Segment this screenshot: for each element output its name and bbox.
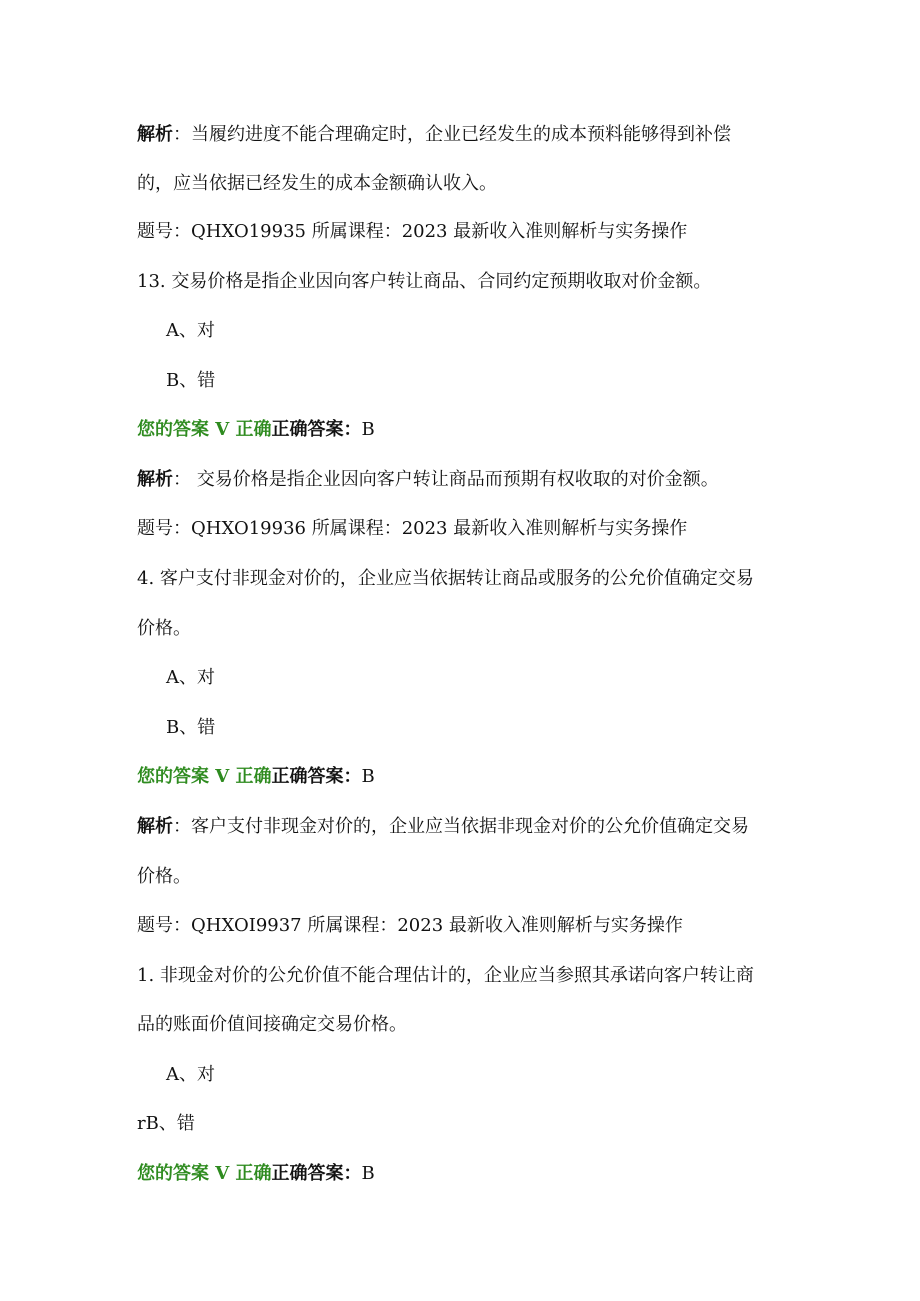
option-b[interactable]: rB、错 [137,1113,195,1134]
analysis-label: 解析 [137,816,173,837]
option-a[interactable]: A、对 [166,320,215,341]
analysis-text: 当履约进度不能合理确定时，企业已经发生的成本预料能够得到补偿 [191,124,731,145]
analysis-label: 解析 [137,469,173,490]
analysis-line-continued: 价格。 [137,866,191,887]
analysis-text: 交易价格是指企业因向客户转让商品而预期有权收取的对价金额。 [196,469,719,490]
option-b[interactable]: B、错 [166,717,216,738]
option-a[interactable]: A、对 [166,667,215,688]
analysis-sep: ： [173,816,191,837]
question-text: 13. 交易价格是指企业因向客户转让商品、合同约定预期收取对价金额。 [137,271,712,292]
correct-answer-label: 正确答案： [271,766,362,787]
analysis-text: 客户支付非现金对价的，企业应当依据非现金对价的公允价值确定交易 [191,816,749,837]
answer-line [137,418,375,442]
your-answer: 您的答案 V 正确 [137,419,272,440]
question-text-continued: 品的账面价值间接确定交易价格。 [137,1014,407,1035]
analysis-line-continued: 的，应当依据已经发生的成本金额确认收入。 [137,173,497,194]
answer-line [137,765,375,789]
your-answer: 您的答案 V 正确 [137,1163,272,1184]
answer-line [137,1162,375,1186]
question-id-line: 题号：QHXO19936 所属课程：2023 最新收入准则解析与实务操作 [137,518,688,539]
correct-answer-value: B [361,766,375,787]
your-answer: 您的答案 V 正确 [137,766,272,787]
correct-answer-label: 正确答案： [271,1163,362,1184]
correct-answer-value: B [361,419,375,440]
correct-answer-label: 正确答案： [271,419,362,440]
analysis-sep: ： [173,469,191,490]
question-text: 1. 非现金对价的公允价值不能合理估计的，企业应当参照其承诺向客户转让商 [137,965,754,986]
question-id-line: 题号：QHXOI9937 所属课程：2023 最新收入准则解析与实务操作 [137,915,683,936]
correct-answer-value: B [361,1163,375,1184]
analysis-line [137,123,731,147]
option-b[interactable]: B、错 [166,370,216,391]
question-text-continued: 价格。 [137,618,191,639]
analysis-label: 解析 [137,124,173,145]
analysis-line [137,468,719,492]
question-text: 4. 客户支付非现金对价的，企业应当依据转让商品或服务的公允价值确定交易 [137,568,754,589]
analysis-line [137,815,749,839]
option-a[interactable]: A、对 [166,1064,215,1085]
question-id-line: 题号：QHXO19935 所属课程：2023 最新收入准则解析与实务操作 [137,221,688,242]
analysis-sep: ： [173,124,191,145]
